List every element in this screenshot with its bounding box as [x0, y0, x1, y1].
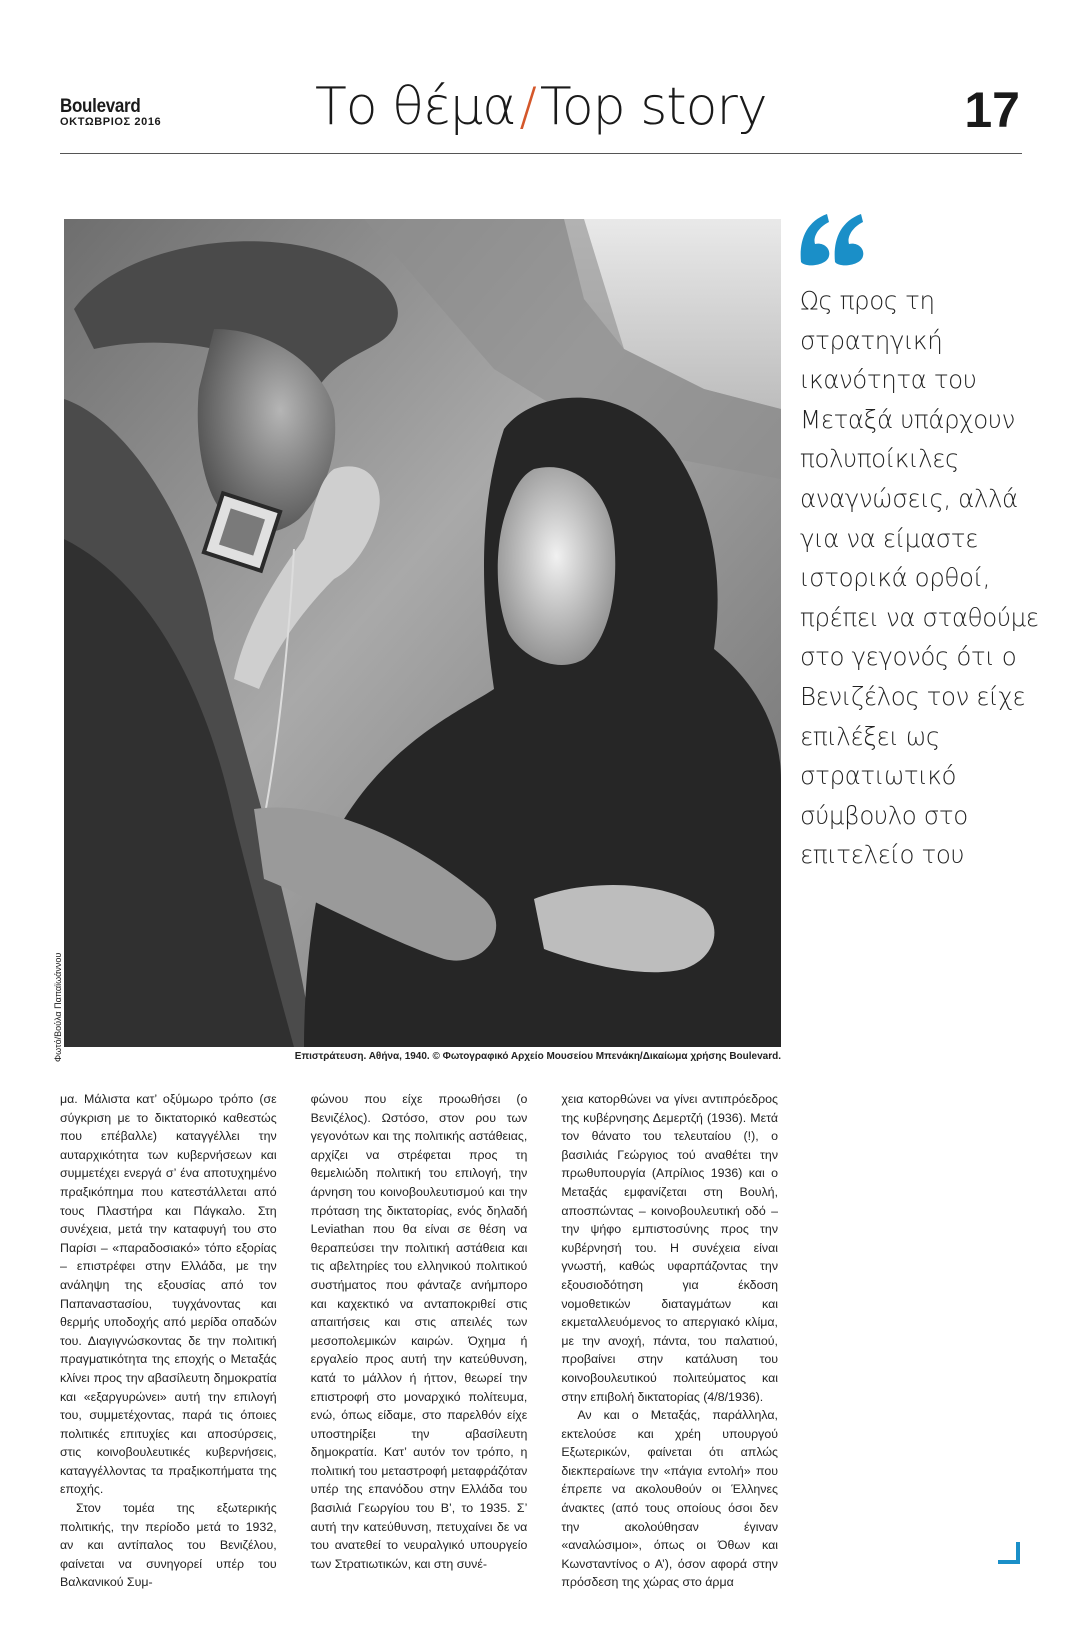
brand-logo: Boulevard	[60, 94, 141, 117]
photo-caption: Επιστράτευση. Αθήνα, 1940. © Φωτογραφικό Αρχείο Μουσείου Μπενάκη/Δικαίωμα χρήσης Boulevard.	[294, 1051, 781, 1062]
article-column-1	[60, 1090, 277, 1590]
photo-credit: Φωτό/Βούλα Παπαϊωάννου	[53, 952, 63, 1062]
article-column-2	[310, 1090, 528, 1571]
photo-illustration	[64, 219, 781, 1047]
article-paragraph: φώνου που είχε προωθήσει (ο Βενιζέλος). Ωστόσο, στον ρου των γεγονότων και της πολιτικής αστάθειας, αρχίζει να στρέφεται προς τη θεμελιώδη πολιτική του επιλογή, την άρνηση του κοινοβουλευτισμού και την πρόταση της δικτατορίας, ενός δηλαδή Leviathan που θα είναι σε θέση να θεραπεύσει την πολιτική αστάθεια και τις αβελτηρίες του ελληνικού πολιτικού συστήματος που φάνταζε ανήμπορο και καχεκτικό να ανταποκριθεί στις απαιτήσεις και στις απειλές των μεσοπολεμικών καιρών. Όχημα ή εργαλείο προς αυτή την κατεύθυνση, κατά το μάλλον ή ήττον, θεωρεί την επιστροφή στο μοναρχικό πολίτευμα, ενώ, όπως είδαμε, στο παρελθόν είχε υποστηρίξει την αβασίλευτη δημοκρατία. Κατ’ αυτόν τον τρόπο, η πολιτική του μεταστροφή μεταφράζόταν υπέρ της επανόδου στην Ελλάδα του βασιλιά Γεωργίου του Β’, το 1935. Σ’ αυτή την κατεύθυνση, πετυχαίνει δε να του ανατεθεί το νευραλγικό υπουργείο των Στρατιωτικών, και στη συνέ-	[310, 1092, 528, 1571]
article-paragraph: Αν και ο Μεταξάς, παράλληλα, εκτελούσε και χρέη υπουργού Εξωτερικών, φαίνεται ότι απλώς διεκπεραίωνε την «πάγια εντολή» που έπρεπε να ακολουθούν οι Έλληνες άνακτες (από τους οποίους όσοι δεν την ακολούθησαν έγιναν «αναλώσιμοι», όπως οι Όθων και Κωνσταντίνος ο Α’), όσον αφορά στην πρόσδεση της χώρας στο άρμα	[561, 1408, 779, 1590]
header-rule	[60, 153, 1022, 154]
page-number: 17	[964, 82, 1020, 138]
article-column-3	[561, 1090, 779, 1590]
section-title-english: Top story	[539, 77, 767, 137]
section-title	[315, 74, 775, 140]
article-paragraph: Στον τομέα της εξωτερικής πολιτικής, την περίοδο μετά το 1932, αν και αντίπαλος του Βενιζέλου, φαίνεται να συνηγορεί υπέρ του Βαλκανικού Συμ-	[60, 1501, 277, 1590]
section-title-greek: Το θέμα	[315, 77, 516, 137]
quote-icon	[797, 212, 867, 268]
article-paragraph: χεια κατορθώνει να γίνει αντιπρόεδρος της κυβέρνησης Δεμερτζή (1936). Μετά τον θάνατο του τελευταίου (!), ο βασιλιάς Γεώργιος τού αναθέτει την πρωθυπουργία (Απρίλιος 1936) και ο Μεταξάς εμφανίζεται στη Βουλή, αποσπώντας – κοινοβουλευτική οδό – την ψήφο εμπιστοσύνης προς την κυβέρνησή του. Η συνέχεια είναι γνωστή, καθώς υφαρπάζοντας την εξουσιοδότηση για έκδοση νομοθετικών διαταγμάτων και εκμεταλλευόμενος το απεργιακό κλίμα, με την ανοχή, πάντα, του παλατιού, προβαίνει στην κατάλυση του κοινοβουλευτικού πολιτεύματος και στην επιβολή δικτατορίας (4/8/1936).	[561, 1092, 779, 1404]
section-title-slash: /	[519, 77, 536, 137]
masthead	[60, 96, 180, 129]
article-paragraph: μα. Μάλιστα κατ’ οξύμωρο τρόπο (σε σύγκριση με το δικτατορικό καθεστώς που επέβαλλε) καταγγέλλει την αυταρχικότητα των κυβερνήσεων και συμμετέχει ενεργά σ’ ένα αποτυχημένο πραξικόπημα που κατεστάλλεται από τους Πλαστήρα και Πάγκαλο. Στη συνέχεια, μετά την καταφυγή του στο Παρίσι – «παραδοσιακό» τόπο εξορίας – επιστρέφει στην Ελλάδα, με την ανάληψη της εξουσίας από τον Παπαναστασίου, τυγχάνοντας και θερμής υποδοχής από μερίδα οπαδών του. Διαγιγνώσκοντας δε την πολιτική πραγματικότητα της εποχής ο Μεταξάς κλίνει προς την αβασίλευτη δημοκρατία και «εξαργυρώνει» αυτή την επιλογή του, συμμετέχοντας, παρά τις όποιες πολιτικές επιτυχίες και αποσύρσεις, στις κοινοβουλευτικές κυβερνήσεις, καταγγέλλοντας τα πραξικοπήματα της εποχής.	[60, 1092, 277, 1497]
pull-quote-text: Ως προς τη στρατηγική ικανότητα του Μεταξά υπάρχουν πολυποίκιλες αναγνώσεις, αλλά για να είμαστε ιστορικά ορθοί, πρέπει να σταθούμε στο γεγονός ότι ο Βενιζέλος τον είχε επιλέξει ως στρατιωτικό σύμβουλο στο επιτελείο του	[800, 286, 1039, 870]
end-of-article-icon	[996, 1540, 1022, 1566]
main-photo	[64, 219, 781, 1047]
issue-date: ΟΚΤΩΒΡΙΟΣ 2016	[60, 116, 162, 128]
article-body	[60, 1090, 779, 1590]
